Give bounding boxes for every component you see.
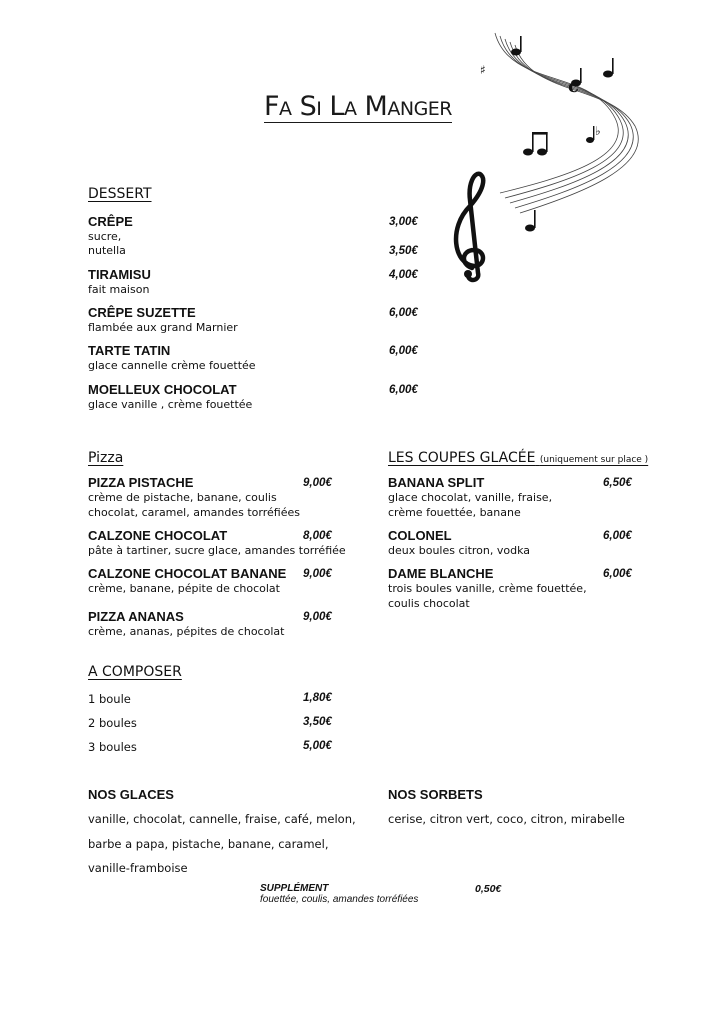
glaces-line: vanille, chocolat, cannelle, fraise, café, melon, (88, 812, 356, 826)
item-name: PIZZA ANANAS (88, 609, 184, 624)
coupe-item (388, 475, 552, 520)
item-name: CRÊPE SUZETTE (88, 305, 196, 320)
item-price: 6,00€ (389, 345, 418, 357)
dessert-item (88, 343, 256, 374)
item-price: 6,50€ (603, 477, 632, 489)
dessert-item (88, 267, 151, 298)
item-name: BANANA SPLIT (388, 475, 485, 490)
composer-price: 1,80€ (303, 692, 332, 704)
composer-price: 3,50€ (303, 716, 332, 728)
supplement-price: 0,50€ (475, 883, 502, 895)
item-desc: coulis chocolat (388, 596, 470, 610)
dessert-item (88, 305, 238, 336)
item-desc: glace chocolat, vanille, fraise, (388, 491, 553, 504)
coupe-item (388, 566, 587, 611)
item-price: 6,00€ (603, 530, 632, 542)
item-name: CRÊPE (88, 214, 133, 229)
item-price: 9,00€ (303, 477, 332, 489)
item-name: CALZONE CHOCOLAT BANANE (88, 566, 287, 581)
item-desc: crème fouettée, banane (388, 505, 521, 519)
sorbets-line: cerise, citron vert, coco, citron, mirabelle (388, 812, 625, 826)
item-desc: flambée aux grand Marnier (88, 321, 238, 334)
item-price: 9,00€ (303, 611, 332, 623)
composer-price: 5,00€ (303, 740, 332, 752)
item-price: 3,00€ (389, 216, 418, 228)
item-name: MOELLEUX CHOCOLAT (88, 382, 237, 397)
composer-label: 3 boules (88, 740, 137, 754)
dessert-item (88, 382, 252, 413)
item-price: 8,00€ (303, 530, 332, 542)
pizza-item (88, 475, 300, 520)
item-price: 9,00€ (303, 568, 332, 580)
item-desc: crème de pistache, banane, coulis (88, 491, 277, 504)
dessert-heading: DESSERT (88, 186, 152, 202)
item-name: PIZZA PISTACHE (88, 475, 194, 490)
item-desc: crème, ananas, pépites de chocolat (88, 625, 285, 638)
item-price: 4,00€ (389, 269, 418, 281)
item-desc: crème, banane, pépite de chocolat (88, 582, 280, 595)
svg-text:♯: ♯ (480, 63, 486, 77)
composer-label: 1 boule (88, 692, 131, 706)
pizza-item (88, 566, 286, 597)
glaces-heading: NOS GLACES (88, 787, 174, 802)
supplement (260, 883, 418, 905)
dessert-item (88, 214, 133, 245)
item-desc: pâte à tartiner, sucre glace, amandes torréfiée (88, 544, 346, 557)
item-name: TIRAMISU (88, 267, 151, 282)
supplement-desc: fouettée, coulis, amandes torréfiées (260, 894, 419, 905)
dessert-item (88, 244, 126, 259)
pizza-heading: Pizza (88, 450, 124, 466)
item-desc: fait maison (88, 283, 150, 296)
music-notes-decoration (440, 28, 702, 290)
item-name: DAME BLANCHE (388, 566, 494, 581)
item-name: COLONEL (388, 528, 452, 543)
item-desc: deux boules citron, vodka (388, 544, 530, 557)
composer-heading: A COMPOSER (88, 664, 182, 680)
svg-text:c: c (568, 76, 579, 97)
item-desc: nutella (88, 244, 126, 257)
item-price: 3,50€ (389, 245, 418, 257)
item-price: 6,00€ (389, 307, 418, 319)
item-desc: glace vanille , crème fouettée (88, 398, 253, 411)
item-name: CALZONE CHOCOLAT (88, 528, 228, 543)
item-name: TARTE TATIN (88, 343, 171, 358)
coupes-heading (388, 450, 648, 466)
coupe-item (388, 528, 530, 559)
item-desc: trois boules vanille, crème fouettée, (388, 582, 587, 595)
sorbets-heading: NOS SORBETS (388, 787, 483, 802)
supplement-name: SUPPLÉMENT (260, 883, 329, 894)
composer-label: 2 boules (88, 716, 137, 730)
page-title: Fa Si La Manger (264, 91, 452, 122)
item-desc: sucre, (88, 230, 122, 243)
item-desc: chocolat, caramel, amandes torréfiées (88, 505, 300, 519)
item-price: 6,00€ (389, 384, 418, 396)
item-desc: glace cannelle crème fouettée (88, 359, 256, 372)
pizza-item (88, 609, 284, 640)
glaces-line: vanille-framboise (88, 861, 188, 875)
item-price: 6,00€ (603, 568, 632, 580)
coupes-note: (uniquement sur place ) (539, 455, 649, 465)
svg-text:♭: ♭ (595, 124, 601, 138)
coupes-title: LES COUPES GLACÉE (388, 450, 536, 466)
glaces-line: barbe a papa, pistache, banane, caramel, (88, 837, 329, 851)
